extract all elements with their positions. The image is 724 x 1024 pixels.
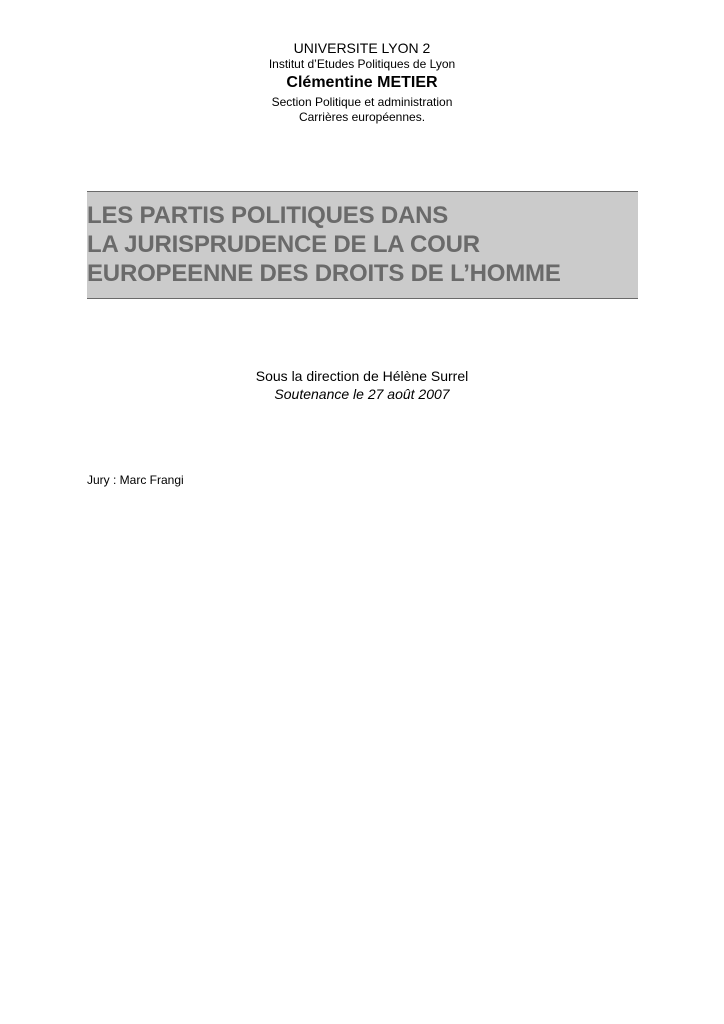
supervision-block <box>0 368 724 403</box>
jury-line: Jury : Marc Frangi <box>87 473 184 487</box>
institute-name: Institut d’Etudes Politiques de Lyon <box>268 57 456 71</box>
career-track: Carrières européennes. <box>298 110 426 124</box>
cover-header <box>0 40 724 124</box>
section-name: Section Politique et administration <box>271 95 453 109</box>
thesis-title-line-3: EUROPEENNE DES DROITS DE L’HOMME <box>87 260 561 287</box>
thesis-title-line-1: LES PARTIS POLITIQUES DANS <box>87 202 449 229</box>
supervisor-line: Sous la direction de Hélène Surrel <box>255 368 469 384</box>
thesis-title-line-2: LA JURISPRUDENCE DE LA COUR <box>87 231 480 258</box>
defense-date-line: Soutenance le 27 août 2007 <box>274 386 450 402</box>
thesis-title-box <box>87 191 638 299</box>
author-name: Clémentine METIER <box>286 74 438 91</box>
university-name: UNIVERSITE LYON 2 <box>293 40 431 56</box>
